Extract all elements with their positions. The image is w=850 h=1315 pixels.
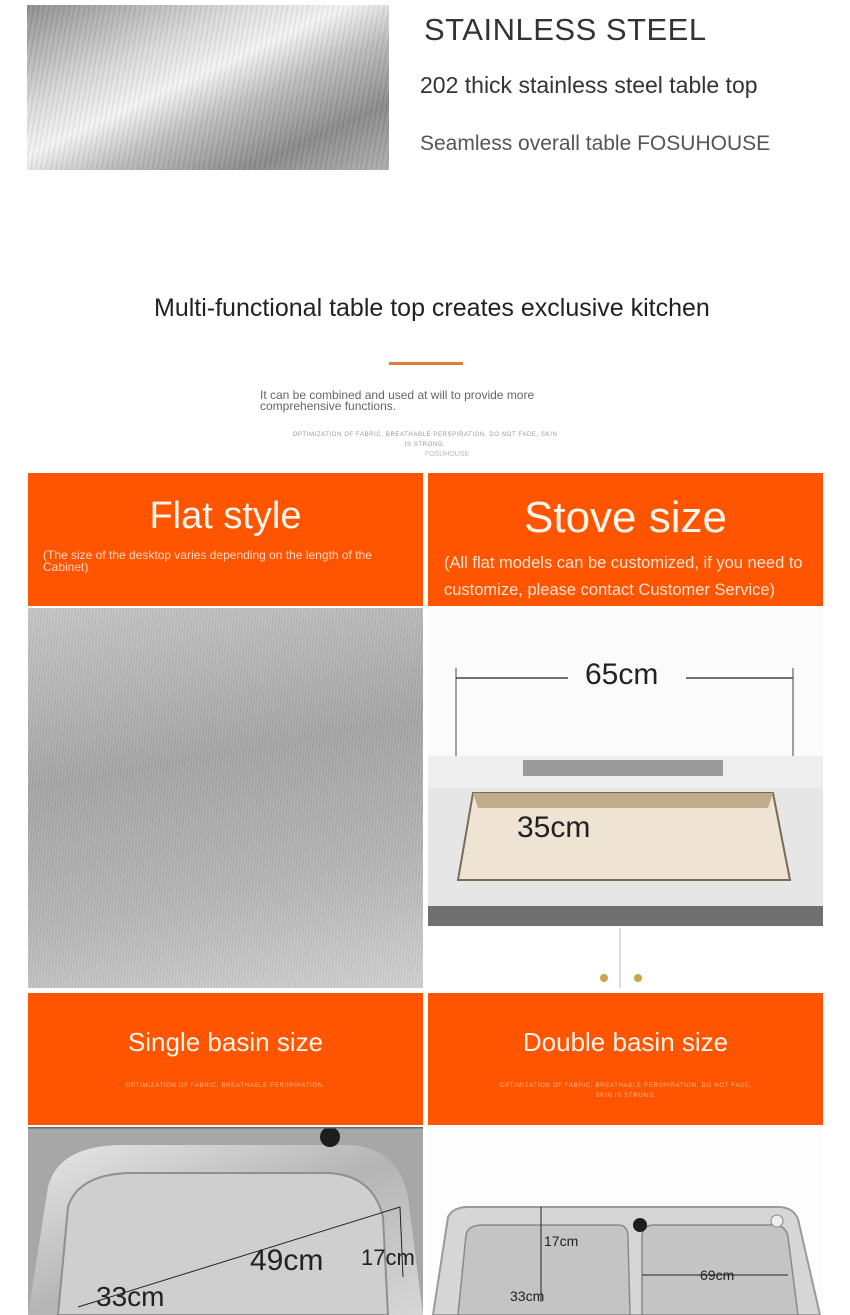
double-basin-illustration xyxy=(428,1127,823,1315)
single-basin-photo xyxy=(28,1127,423,1315)
flat-style-texture xyxy=(28,608,423,988)
seamless-description: Seamless overall table FOSUHOUSE xyxy=(420,132,771,155)
stainless-steel-title: STAINLESS STEEL xyxy=(424,12,707,47)
stove-cutout-photo xyxy=(428,608,823,988)
double-basin-width-label: 69cm xyxy=(700,1267,735,1283)
single-basin-depth-label: 17cm xyxy=(361,1245,415,1270)
single-basin-banner xyxy=(28,993,423,1125)
thickness-description: 202 thick stainless steel table top xyxy=(420,72,758,98)
heading-divider xyxy=(389,362,463,365)
single-basin-illustration xyxy=(28,1127,423,1315)
double-basin-fine-print: OPTIMIZATION OF FABRIC, BREATHABLE PERSPIRATION, DO NOT FADE, SKIN IS STRONG. xyxy=(499,1083,753,1099)
double-basin-title: Double basin size xyxy=(522,1027,729,1057)
feature-fine-print: OPTIMIZATION OF FABRIC, BREATHABLE PERSPIRATION, DO NOT FADE, SKIN IS STRONG. xyxy=(292,432,558,448)
stove-size-banner xyxy=(428,473,823,606)
single-basin-fine-print: OPTIMIZATION OF FABRIC, BREATHABLE PERSPIRATION. xyxy=(125,1083,326,1089)
stove-size-title: Stove size xyxy=(524,493,727,542)
stove-depth-label: 35cm xyxy=(517,811,591,844)
double-basin-banner xyxy=(428,993,823,1125)
single-basin-title: Single basin size xyxy=(127,1027,324,1057)
stainless-steel-texture xyxy=(27,5,389,170)
flat-style-title: Flat style xyxy=(149,495,302,537)
single-basin-width-label: 49cm xyxy=(250,1244,324,1277)
feature-subtitle: It can be combined and used at will to provide more comprehensive functions. xyxy=(260,388,535,413)
feature-heading: Multi-functional table top creates exclusive kitchen xyxy=(154,294,710,322)
double-basin-photo xyxy=(428,1127,823,1315)
double-basin-depth-label: 17cm xyxy=(544,1233,579,1249)
double-basin-length-label: 33cm xyxy=(510,1288,545,1304)
feature-brand: FOSUHOUSE xyxy=(424,451,470,458)
single-basin-length-label: 33cm xyxy=(96,1281,165,1312)
stove-size-note: (All flat models can be customized, if you need to customize, please contact Customer Service) xyxy=(444,554,803,599)
stove-width-label: 65cm xyxy=(585,658,659,691)
flat-style-note: (The size of the desktop varies depending on the length of the Cabinet) xyxy=(43,548,372,574)
flat-style-banner xyxy=(28,473,423,606)
